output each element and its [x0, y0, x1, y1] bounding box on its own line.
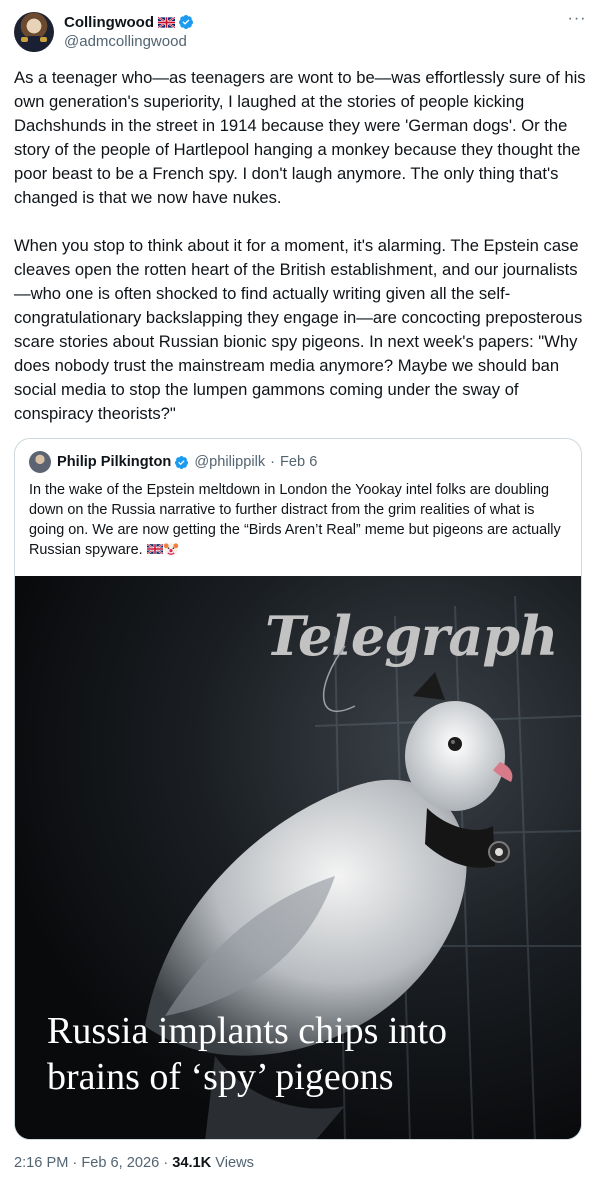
quoted-tweet-header: [29, 452, 317, 472]
avatar[interactable]: [14, 12, 54, 52]
tweet-paragraph-1: As a teenager who—as teenagers are wont to be—was effortlessly sure of his own generation's superiority, I laughed at the stories of people kicking Dachshunds in the street in 1914 because they were 'German dogs'. Or the story of the people of Hartlepool hanging a monkey because they thought the poor beast to be a French spy. I don't laugh anymore. The only thing that's changed is that we now have nukes.: [14, 68, 586, 207]
more-options-icon[interactable]: ···: [567, 10, 587, 27]
avatar-epaulette-right: [40, 37, 47, 42]
footer-separator-2: ·: [163, 1155, 169, 1171]
uk-flag-icon: [158, 17, 175, 28]
quoted-tweet-text: [29, 480, 569, 560]
tweet-footer: [14, 1155, 254, 1171]
avatar-epaulette-left: [21, 37, 28, 42]
post-date[interactable]: Feb 6, 2026: [81, 1155, 160, 1171]
author-handle[interactable]: @admcollingwood: [64, 33, 187, 50]
quoted-author-name[interactable]: Philip Pilkington: [57, 454, 172, 470]
quoted-tweet[interactable]: [14, 438, 582, 1140]
quoted-separator: ·: [270, 454, 275, 470]
tweet-body: [14, 66, 588, 450]
quoted-avatar[interactable]: [29, 451, 51, 473]
quoted-media-image[interactable]: [15, 576, 581, 1140]
views-label: Views: [215, 1155, 254, 1171]
headline-line-2: brains of ‘spy’ pigeons: [47, 1056, 394, 1098]
clown-face-emoji-icon: [163, 541, 179, 557]
footer-separator: ·: [72, 1155, 78, 1171]
telegraph-masthead: Telegraph: [265, 604, 558, 668]
author-name-row: [64, 13, 194, 31]
post-time[interactable]: 2:16 PM: [14, 1155, 69, 1171]
tweet-header: [14, 12, 588, 54]
quoted-author-handle[interactable]: @philippilk: [194, 454, 266, 470]
headline-line-1: Russia implants chips into: [47, 1010, 448, 1052]
tweet-paragraph-2: When you stop to think about it for a moment, it's alarming. The Epstein case cleaves open the rotten heart of the British establishment, and our journalists—who one is often shocked to find actually writing given all the self-congratulationary backslapping they engage in—are concocting preposterous scare stories about Russian bionic spy pigeons. In next week's papers: "Why does nobody trust the mainstream media anymore? Maybe we should ban social media to stop the lumpen gammons coming under the sway of conspiracy theorists?": [14, 236, 583, 423]
article-headline: [47, 1008, 567, 1100]
quoted-text-body: In the wake of the Epstein meltdown in London the Yookay intel folks are doubling down on the Russia narrative to further distract from the grim realities of what is going on. We are now getting the “Birds Aren’t Real” meme but pigeons are actually Russian spyware.: [29, 482, 561, 558]
uk-flag-emoji-icon: [147, 543, 163, 555]
quoted-date[interactable]: Feb 6: [280, 454, 318, 470]
verified-badge-icon: [178, 14, 194, 30]
views-count[interactable]: 34.1K: [172, 1155, 212, 1171]
quoted-verified-badge-icon: [174, 455, 189, 470]
author-name[interactable]: Collingwood: [64, 13, 154, 31]
